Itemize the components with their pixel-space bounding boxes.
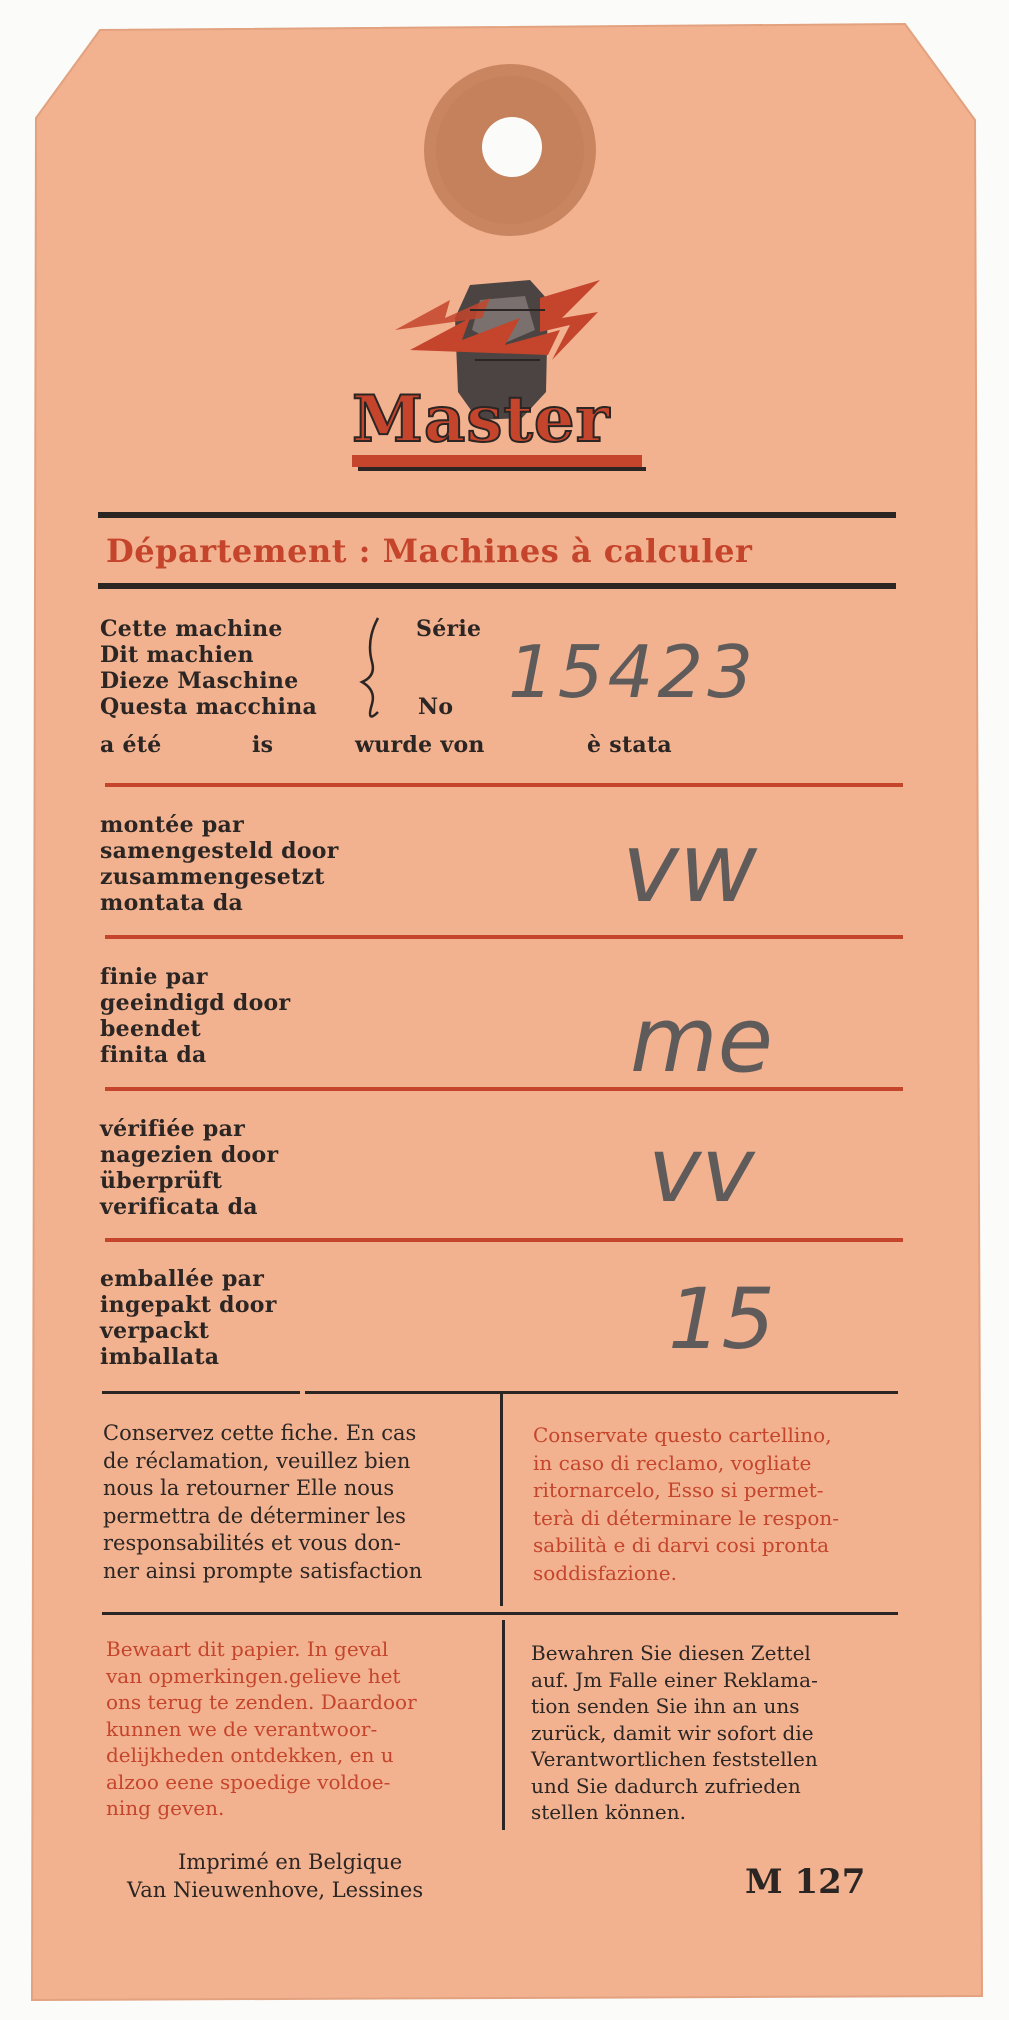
row-2-label-fr: finie par (100, 964, 208, 990)
notice-italian (533, 1422, 839, 1587)
notice-vertical-rule-bottom (502, 1620, 505, 1830)
row-1-initials: vw (622, 812, 758, 924)
notice-dutch-line: alzoo eene spoedige voldoe- (106, 1769, 391, 1794)
department-title: Département : Machines à calculer (106, 532, 753, 570)
header-rule-bottom (98, 583, 896, 589)
row-2-label-nl: geeindigd door (100, 990, 291, 1016)
verb-it: è stata (587, 732, 672, 758)
machine-label-it: Questa macchina (100, 694, 318, 720)
notice-german-line: Verantwortlichen feststellen (531, 1747, 818, 1771)
row-2-label-de: beendet (100, 1016, 202, 1042)
notice-dutch-line: kunnen we de verantwoor- (106, 1716, 378, 1741)
row-2-label-it: finita da (100, 1042, 207, 1068)
notice-french-line: Conservez cette fiche. En cas (103, 1421, 417, 1445)
machine-label-fr: Cette machine (100, 616, 283, 642)
notice-german-line: stellen können. (531, 1800, 686, 1824)
notice-italian-line: terà di déterminare le respon- (533, 1505, 839, 1530)
row-divider-1 (105, 783, 903, 787)
row-1-label-nl: samengesteld door (100, 838, 339, 864)
notice-dutch-line: delijkheden ontdekken, en u (106, 1743, 394, 1767)
notice-italian-line: Conservate questo cartellino, (533, 1423, 832, 1447)
notice-french-line: de réclamation, veuillez bien (103, 1448, 411, 1473)
notice-french-line: ner ainsi prompte satisfaction (103, 1558, 423, 1583)
notice-dutch-line: Bewaart dit papier. In geval (106, 1637, 389, 1661)
row-4-initials: 15 (668, 1270, 775, 1368)
notice-dutch-line: ning geven. (106, 1796, 225, 1820)
row-3-initials: vv (648, 1118, 755, 1223)
notice-french-line: responsabilités et vous don- (103, 1531, 401, 1555)
machine-label-de: Dieze Maschine (100, 668, 299, 694)
notice-french-line: permettra de déterminer les (103, 1503, 406, 1528)
row-4-label-it: imballata (100, 1344, 220, 1370)
serial-number-handwritten: 15423 (508, 630, 758, 714)
machine-label-nl: Dit machien (100, 642, 254, 668)
notice-italian-line: in caso di reclamo, vogliate (533, 1450, 812, 1475)
form-code: M 127 (745, 1862, 866, 1902)
notice-vertical-rule-top (500, 1393, 503, 1606)
row-1-label-it: montata da (100, 890, 244, 916)
verb-nl: is (252, 732, 274, 758)
notice-italian-line: sabilità e di darvi cosi pronta (533, 1533, 830, 1557)
notice-french (103, 1420, 422, 1585)
row-divider-3 (105, 1087, 903, 1091)
notice-italian-line: soddisfazione. (533, 1560, 677, 1585)
printer-country: Imprimé en Belgique (178, 1850, 403, 1874)
verb-fr: a été (100, 732, 162, 758)
grommet-hole (482, 117, 542, 177)
notice-dutch-line: van opmerkingen.gelieve het (106, 1663, 401, 1688)
number-label: No (418, 694, 454, 720)
notice-german (531, 1640, 818, 1826)
notice-german-line: Bewahren Sie diesen Zettel (531, 1641, 811, 1665)
notice-italian-line: ritornarcelo, Esso si permet- (533, 1478, 824, 1502)
row-3-label-fr: vérifiée par (100, 1116, 246, 1142)
row-4-label-de: verpackt (100, 1318, 210, 1344)
notice-dutch (106, 1636, 417, 1822)
notice-german-line: tion senden Sie ihn an uns (531, 1694, 800, 1718)
row-divider-2 (105, 935, 903, 939)
notice-german-line: zurück, damit wir sofort die (531, 1720, 814, 1745)
logo-underline-shadow (358, 467, 646, 471)
row-4-label-fr: emballée par (100, 1266, 265, 1292)
notice-french-line: nous la retourner Elle nous (103, 1476, 395, 1500)
row-1-label-de: zusammengesetzt (100, 864, 325, 890)
notice-german-line: und Sie dadurch zufrieden (531, 1773, 801, 1798)
row-divider-4 (105, 1238, 903, 1242)
row-4-label-nl: ingepakt door (100, 1292, 277, 1318)
notice-rule-middle (102, 1612, 898, 1615)
brand-logo-text: Master (352, 382, 611, 457)
serie-label: Série (416, 616, 482, 642)
row-3-label-nl: nagezien door (100, 1142, 279, 1168)
notice-dutch-line: ons terug te zenden. Daardoor (106, 1690, 417, 1714)
row-3-label-de: überprüft (100, 1168, 223, 1194)
header-rule-top (98, 512, 896, 518)
row-3-label-it: verificata da (100, 1194, 258, 1220)
notice-rule-top-left (102, 1391, 300, 1394)
notice-rule-top-right (305, 1391, 898, 1394)
printer-name: Van Nieuwenhove, Lessines (127, 1878, 424, 1902)
row-1-label-fr: montée par (100, 812, 244, 838)
notice-german-line: auf. Jm Falle einer Reklama- (531, 1667, 818, 1692)
row-2-initials: me (630, 988, 774, 1093)
verb-de: wurde von (355, 732, 485, 758)
